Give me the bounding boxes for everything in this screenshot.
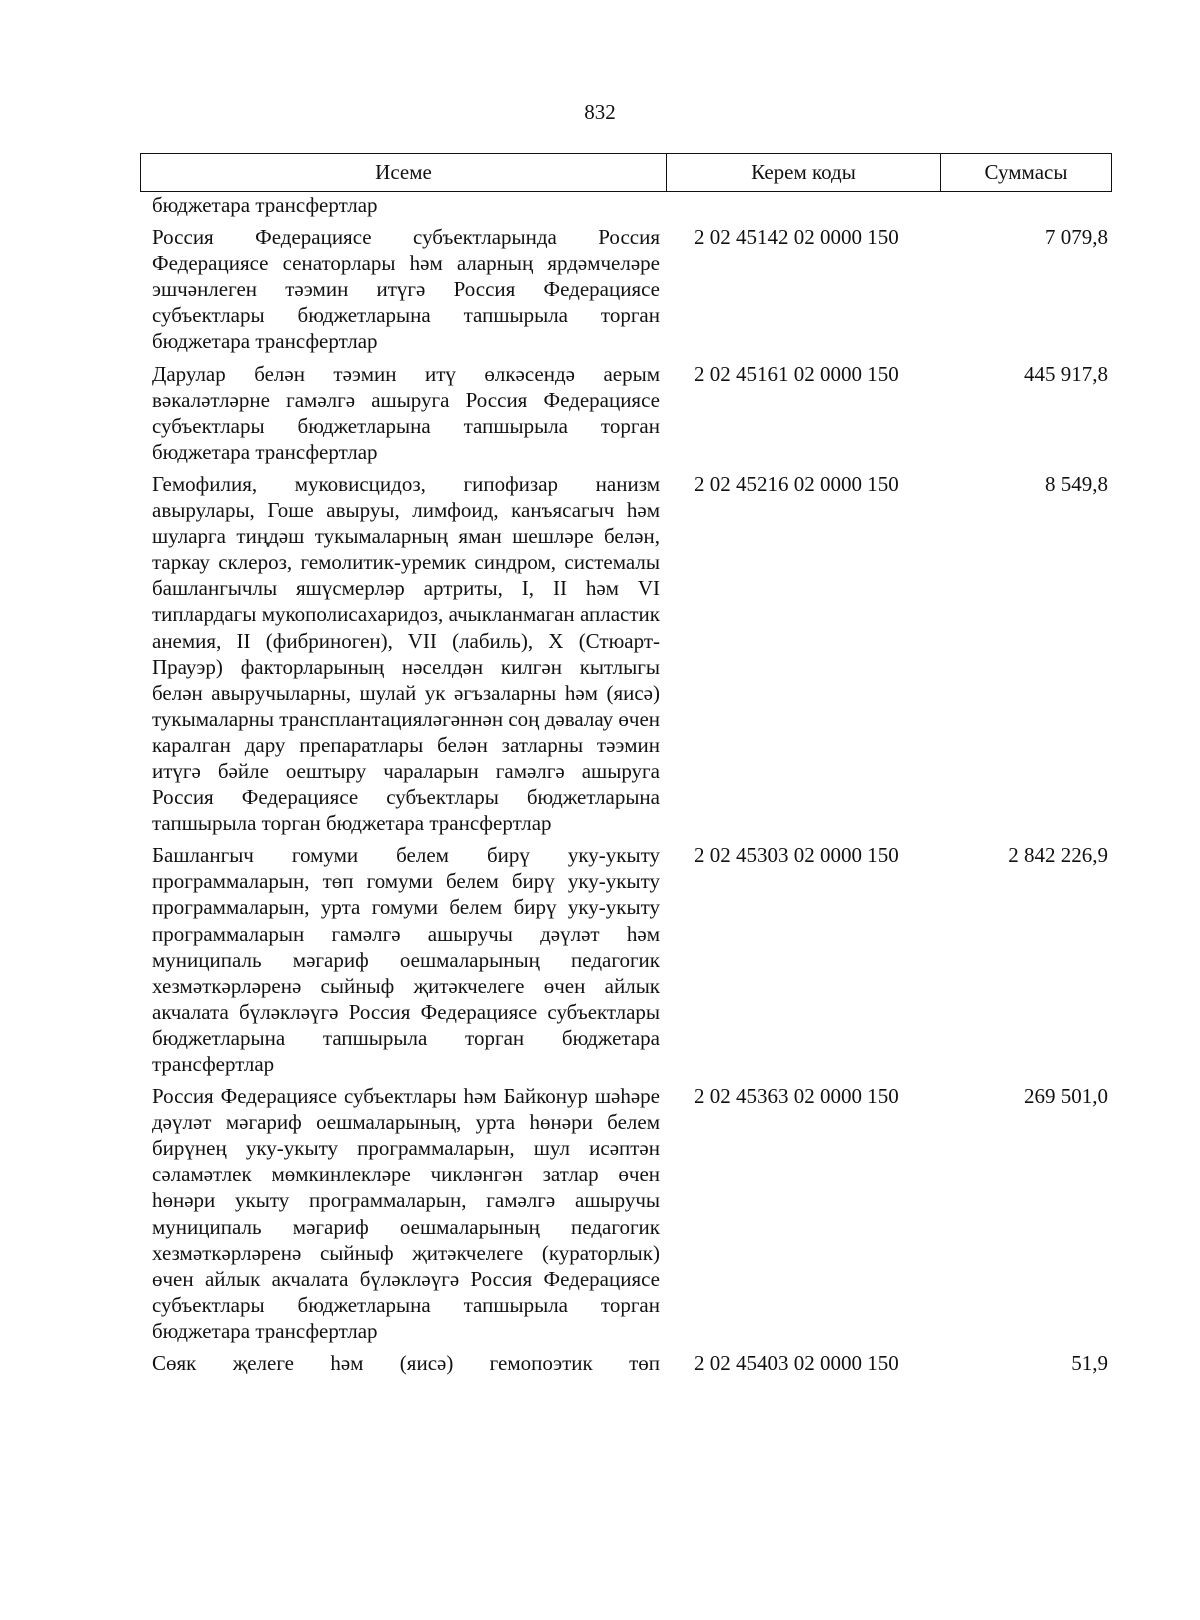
page-number: 832 [584,100,616,124]
row-sum [932,192,1112,218]
row-code: 2 02 45363 02 0000 150 [694,1084,899,1109]
row-name: Гемофилия, муковисцидоз, гипофизар нанизм авырулары, Гоше авыруы, лимфоид, канъясагыч һәм шуларга тиңдәш тукымаларның яман шешләре белән, таркау склероз, гемолитик-уремик синдром, системалы башлангычлы яшүсмерләр артриты, I, II һәм VI типлардагы мукополисахаридоз, ачыкланмаган апластик анемия, II (фибриноген), VII (лабиль), X (Стюарт-Прауэр) факторларының нәселдән килгән кытлыгы белән авыручыларны, шулай ук әгъзаларны һәм (яисә) тукымаларны трансплантацияләгәннән соң дәвалау өчен каралган дару препаратлары белән затларны тәэмин итүгә бәйле оештыру чараларын гамәлгә ашыруга Россия Федерациясе субъектлары бюджетларына тапшырыла торган бюджетара трансфертлар [152,471,660,836]
row-name: Россия Федерациясе субъектларында Россия Федерациясе сенаторлары һәм аларның ярдәмчеләре эшчәнлеген тәэмин итүгә Россия Федерациясе субъектлары бюджетларына тапшырыла торган бюджетара трансфертлар [152,225,660,354]
table-row [140,1083,1112,1344]
header-name: Исеме [141,154,667,191]
row-sum: 445 917,8 [1024,361,1108,386]
row-code: 2 02 45216 02 0000 150 [694,471,899,496]
table-row [140,1350,1112,1376]
row-sum: 2 842 226,9 [1008,843,1108,868]
row-sum: 7 079,8 [1045,225,1108,250]
row-sum: 51,9 [1071,1351,1108,1376]
row-code: 2 02 45403 02 0000 150 [694,1351,899,1376]
row-name: Сөяк җелеге һәм (яисә) гемопоэтик төп [152,1351,660,1376]
budget-table [140,153,1112,1376]
header-code: Керем коды [667,154,941,191]
table-row [140,471,1112,836]
table-row [140,842,1112,1077]
row-code: 2 02 45303 02 0000 150 [694,843,899,868]
row-code [660,192,932,218]
table-row [140,224,1112,354]
row-code: 2 02 45142 02 0000 150 [694,225,899,250]
row-sum: 269 501,0 [1024,1084,1108,1109]
row-name: Дарулар белән тәэмин итү өлкәсендә аерым вәкаләтләрне гамәлгә ашыруга Россия Федерациясе субъектлары бюджетларына тапшырыла торган бюджетара трансфертлар [152,361,660,464]
row-name: бюджетара трансфертлар [152,193,378,217]
table-row [140,361,1112,465]
row-name: Башлангыч гомуми белем бирү уку-укыту программаларын, төп гомуми белем бирү уку-укыту программаларын, урта гомуми белем бирү уку-укыту программаларын гамәлгә ашыручы дәүләт һәм муниципаль мәгариф оешмаларының педагогик хезмәткәрләренә сыйныф җитәкчелеге өчен айлык акчалата бүләкләүгә Россия Федерациясе субъектлары бюджетларына тапшырыла торган бюджетара трансфертлар [152,843,660,1076]
table-header [140,153,1112,192]
row-sum: 8 549,8 [1045,471,1108,496]
row-name: Россия Федерациясе субъектлары һәм Байконур шәһәре дәүләт мәгариф оешмаларының, урта һөнәри белем бирүнең уку-укыту программаларын, шул исәптән сәламәтлек мөмкинлекләре чикләнгән затлар өчен һөнәри укыту программаларын, гамәлгә ашыручы муниципаль мәгариф оешмаларының педагогик хезмәткәрләренә сыйныф җитәкчелеге (кураторлык) өчен айлык акчалата бүләкләүгә Россия Федерациясе субъектлары бюджетларына тапшырыла торган бюджетара трансфертлар [152,1084,660,1343]
table-row [140,192,1112,218]
row-code: 2 02 45161 02 0000 150 [694,361,899,386]
header-sum: Суммасы [984,160,1068,184]
